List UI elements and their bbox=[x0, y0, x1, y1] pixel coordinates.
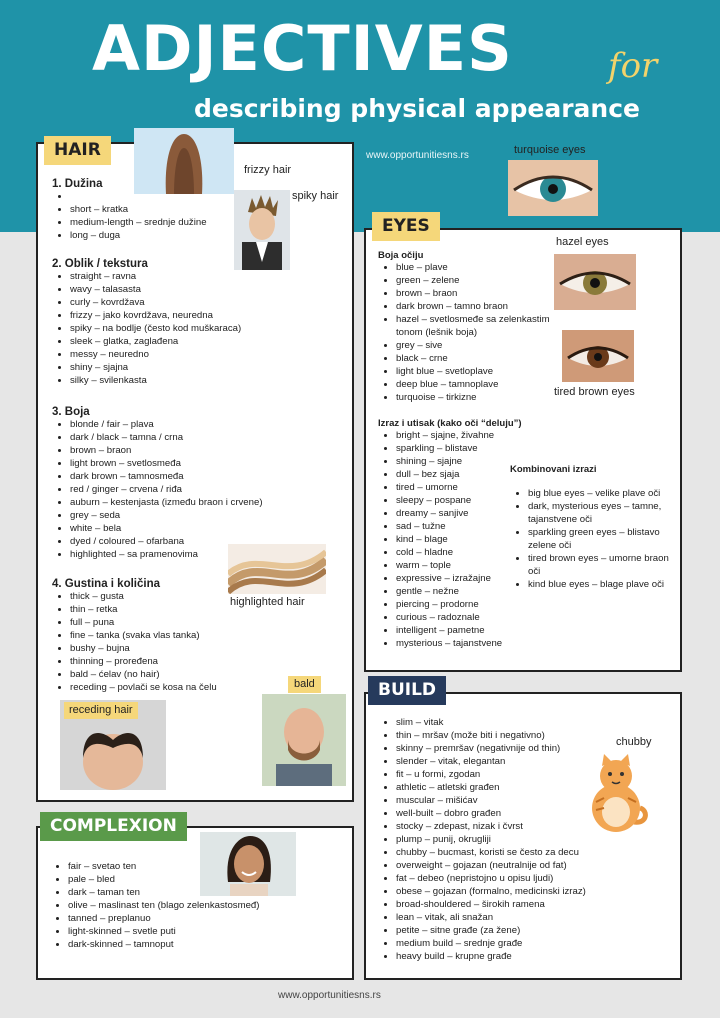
long-hair-photo bbox=[134, 128, 234, 194]
list-item: • shiny – sjajna bbox=[70, 361, 282, 374]
list-item: • fair – svetao ten bbox=[68, 860, 348, 873]
list-item: • red / ginger – crvena / riđa bbox=[70, 483, 302, 496]
list-item: • fit – u formi, zgodan bbox=[396, 768, 646, 781]
list-item: • deep blue – tamnoplave bbox=[396, 378, 568, 391]
list-item: • bald – ćelav (no hair) bbox=[70, 668, 292, 681]
list-item: • petite – sitne građe (za žene) bbox=[396, 924, 646, 937]
eye-combo-list bbox=[510, 487, 670, 591]
list-item: • turquoise – tirkizne bbox=[396, 391, 568, 404]
page-title: ADJECTIVES bbox=[92, 12, 513, 85]
list-item: • skinny – premršav (negativnije od thin) bbox=[396, 742, 646, 755]
list-item: • kind – blage bbox=[396, 533, 538, 546]
list-item: • brown – braon bbox=[70, 444, 302, 457]
eye-color-list bbox=[378, 261, 568, 404]
turquoise-eye-photo bbox=[508, 160, 598, 216]
hair-texture-list bbox=[52, 270, 282, 387]
list-item: • dull – bez sjaja bbox=[396, 468, 538, 481]
hair-section-texture bbox=[52, 258, 282, 387]
list-item: • kind blue eyes – blage plave oči bbox=[528, 578, 670, 591]
tired-brown-eyes-caption: tired brown eyes bbox=[554, 386, 635, 398]
hair-length-heading: 1. Dužina bbox=[52, 178, 103, 190]
list-item: • tired brown eyes – umorne braon oči bbox=[528, 552, 670, 578]
eye-combo-section bbox=[510, 464, 670, 591]
list-item: • dreamy – sanjive bbox=[396, 507, 538, 520]
list-item: • curious – radoznale bbox=[396, 611, 538, 624]
list-item: • long – duga bbox=[70, 229, 238, 242]
list-item: • thinning – proređena bbox=[70, 655, 292, 668]
list-item: • thin – mršav (može biti i negativno) bbox=[396, 729, 646, 742]
list-item: • light blue – svetloplave bbox=[396, 365, 568, 378]
list-item: • piercing – prodorne bbox=[396, 598, 538, 611]
list-item: • bushy – bujna bbox=[70, 642, 292, 655]
list-item: • straight – ravna bbox=[70, 270, 282, 283]
hair-length-list bbox=[52, 190, 238, 242]
list-item: • well-built – dobro građen bbox=[396, 807, 646, 820]
list-item: • hazel – svetlosmeđe sa zelenkastim tonom (lešnik boja) bbox=[396, 313, 568, 339]
list-item: • black – crne bbox=[396, 352, 568, 365]
list-item: • slim – vitak bbox=[396, 716, 646, 729]
list-item: • receding – povlači se kosa na čelu bbox=[70, 681, 292, 694]
list-item: • dark, mysterious eyes – tamne, tajanstvene oči bbox=[528, 500, 670, 526]
list-item: • messy – neuredno bbox=[70, 348, 282, 361]
list-item: • grey – sive bbox=[396, 339, 568, 352]
highlighted-hair-photo bbox=[228, 544, 326, 594]
list-item: • grey – seda bbox=[70, 509, 302, 522]
hair-color-list bbox=[52, 418, 302, 561]
page-subtitle: describing physical appearance bbox=[194, 94, 640, 123]
list-item: • overweight – gojazan (neutralnije od fat) bbox=[396, 859, 646, 872]
list-item: • sparkling – blistave bbox=[396, 442, 538, 455]
eyes-tag: EYES bbox=[372, 212, 440, 241]
list-item: • light-skinned – svetle puti bbox=[68, 925, 348, 938]
list-item: • white – bela bbox=[70, 522, 302, 535]
list-item: • tired – umorne bbox=[396, 481, 538, 494]
list-item: • thin – retka bbox=[70, 603, 292, 616]
list-item: • frizzy – jako kovrdžava, neuredna bbox=[70, 309, 282, 322]
hair-texture-heading: 2. Oblik / tekstura bbox=[52, 258, 148, 270]
list-item: • lean – vitak, ali snažan bbox=[396, 911, 646, 924]
list-item: • thick – gusta bbox=[70, 590, 292, 603]
list-item: • athletic – atletski građen bbox=[396, 781, 646, 794]
brown-eye-photo bbox=[562, 330, 634, 382]
list-item: • sad – tužne bbox=[396, 520, 538, 533]
list-item: • slender – vitak, elegantan bbox=[396, 755, 646, 768]
list-item: • highlighted – sa pramenovima bbox=[70, 548, 302, 561]
chubby-caption: chubby bbox=[616, 736, 652, 748]
website-link-bottom[interactable]: www.opportunitiesns.rs bbox=[278, 990, 381, 1001]
website-link-top[interactable]: www.opportunitiesns.rs bbox=[366, 150, 469, 161]
list-item: • bright – sjajne, živahne bbox=[396, 429, 538, 442]
list-item: • silky – svilenkasta bbox=[70, 374, 282, 387]
list-item: • dark – taman ten bbox=[68, 886, 348, 899]
list-item: • medium build – srednje građe bbox=[396, 937, 646, 950]
list-item: • dark brown – tamnosmeđa bbox=[70, 470, 302, 483]
list-item: • dyed / coloured – ofarbana bbox=[70, 535, 302, 548]
list-item: • short – kratka bbox=[70, 203, 238, 216]
eye-expression-heading: Izraz i utisak (kako oči “deluju”) bbox=[378, 418, 522, 429]
list-item: • brown – braon bbox=[396, 287, 568, 300]
list-item: • auburn – kestenjasta (između braon i crvene) bbox=[70, 496, 302, 509]
list-item: • fat – debeo (nepristojno u opisu ljudi) bbox=[396, 872, 646, 885]
chubby-cat-illustration bbox=[582, 752, 652, 836]
spiky-hair-caption: spiky hair bbox=[292, 190, 339, 202]
highlighted-hair-caption: highlighted hair bbox=[230, 596, 305, 608]
list-item: • sleek – glatka, zaglađena bbox=[70, 335, 282, 348]
list-item: • fine – tanka (svaka vlas tanka) bbox=[70, 629, 292, 642]
list-item: • heavy build – krupne građe bbox=[396, 950, 646, 963]
list-item: • sleepy – pospane bbox=[396, 494, 538, 507]
list-item: • medium-length – srednje dužine bbox=[70, 216, 238, 229]
title-for-word: for bbox=[608, 46, 658, 86]
hair-section-color bbox=[52, 406, 302, 561]
hazel-eyes-caption: hazel eyes bbox=[556, 236, 609, 248]
hair-density-heading: 4. Gustina i količina bbox=[52, 578, 161, 590]
list-item: • expressive – izražajne bbox=[396, 572, 538, 585]
eye-combo-heading: Kombinovani izrazi bbox=[510, 464, 597, 475]
hair-tag: HAIR bbox=[44, 136, 111, 165]
complexion-panel bbox=[36, 826, 354, 980]
list-item: • blue – plave bbox=[396, 261, 568, 274]
list-item: • olive – maslinast ten (blago zelenkastosmeđ) bbox=[68, 899, 348, 912]
complexion-photo bbox=[200, 832, 296, 896]
list-item: • green – zelene bbox=[396, 274, 568, 287]
list-item: • warm – tople bbox=[396, 559, 538, 572]
eye-color-section bbox=[378, 250, 568, 404]
eye-color-heading: Boja očiju bbox=[378, 250, 424, 261]
list-item: • plump – punij, okrugliji bbox=[396, 833, 646, 846]
list-item: • wavy – talasasta bbox=[70, 283, 282, 296]
list-item: • full – puna bbox=[70, 616, 292, 629]
list-item: • cold – hladne bbox=[396, 546, 538, 559]
list-item: • curly – kovrdžava bbox=[70, 296, 282, 309]
spiky-hair-photo bbox=[234, 190, 290, 270]
list-item: • dark brown – tamno braon bbox=[396, 300, 568, 313]
hazel-eye-photo bbox=[554, 254, 636, 310]
build-tag: BUILD bbox=[368, 676, 446, 705]
list-item: • mysterious – tajanstvene bbox=[396, 637, 538, 650]
list-item: • muscular – mišićav bbox=[396, 794, 646, 807]
list-item: • gentle – nežne bbox=[396, 585, 538, 598]
turquoise-eyes-caption: turquoise eyes bbox=[514, 144, 586, 156]
list-item: • tanned – preplanuo bbox=[68, 912, 348, 925]
list-item: • spiky – na bodlje (često kod muškaraca) bbox=[70, 322, 282, 335]
list-item: • broad-shouldered – širokih ramena bbox=[396, 898, 646, 911]
complexion-list bbox=[50, 860, 348, 951]
list-item: • pale – bled bbox=[68, 873, 348, 886]
list-item: • blonde / fair – plava bbox=[70, 418, 302, 431]
list-item: • sparkling green eyes – blistavo zelene oči bbox=[528, 526, 670, 552]
list-item: • light brown – svetlosmeđa bbox=[70, 457, 302, 470]
list-item: • dark / black – tamna / crna bbox=[70, 431, 302, 444]
bald-photo bbox=[262, 694, 346, 786]
frizzy-hair-caption: frizzy hair bbox=[244, 164, 292, 176]
hair-color-heading: 3. Boja bbox=[52, 406, 90, 418]
bald-caption: bald bbox=[288, 676, 321, 693]
list-item: • dark-skinned – tamnoput bbox=[68, 938, 348, 951]
list-item: • chubby – bucmast, koristi se često za decu bbox=[396, 846, 646, 859]
list-item: • stocky – zdepast, nizak i čvrst bbox=[396, 820, 646, 833]
list-item: • obese – gojazan (formalno, medicinski izraz) bbox=[396, 885, 646, 898]
complexion-tag: COMPLEXION bbox=[40, 812, 187, 841]
list-item: • intelligent – pametne bbox=[396, 624, 538, 637]
list-item: • shining – sjajne bbox=[396, 455, 538, 468]
list-item: • big blue eyes – velike plave oči bbox=[528, 487, 670, 500]
receding-hair-caption: receding hair bbox=[64, 702, 138, 719]
